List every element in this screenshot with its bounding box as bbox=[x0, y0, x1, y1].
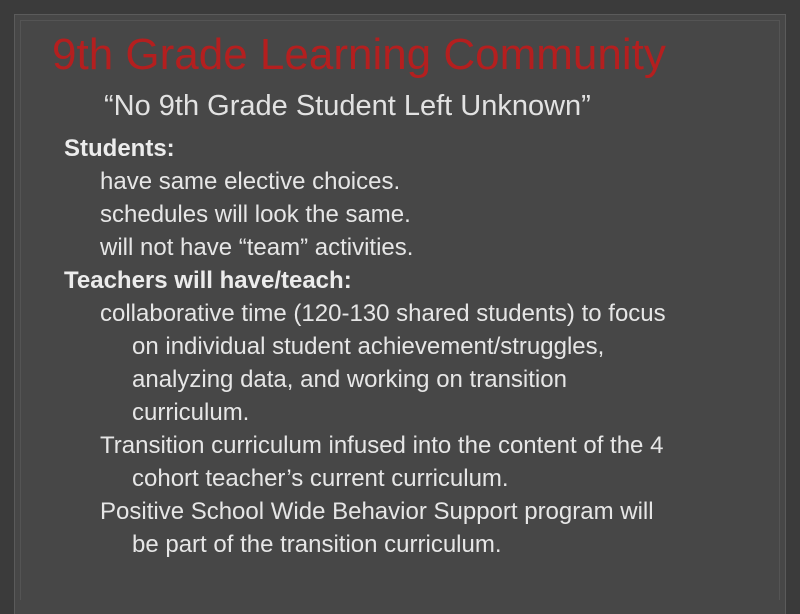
slide-subtitle: “No 9th Grade Student Left Unknown” bbox=[104, 90, 591, 122]
teachers-item-line: Transition curriculum infused into the content of the 4 bbox=[100, 432, 664, 459]
students-item: have same elective choices. bbox=[100, 168, 401, 195]
teachers-item-line: collaborative time (120-130 shared students) to focus bbox=[100, 300, 666, 327]
teachers-item-line: on individual student achievement/struggles, bbox=[132, 333, 605, 360]
teachers-item-line: cohort teacher’s current curriculum. bbox=[132, 465, 509, 492]
teachers-item-line: be part of the transition curriculum. bbox=[132, 531, 502, 558]
teachers-item-line: Positive School Wide Behavior Support program will bbox=[100, 498, 654, 525]
students-item: schedules will look the same. bbox=[100, 201, 411, 228]
teachers-item-line: analyzing data, and working on transition bbox=[132, 366, 567, 393]
slide-body bbox=[64, 132, 774, 561]
students-heading: Students: bbox=[64, 135, 175, 162]
slide-title: 9th Grade Learning Community bbox=[52, 30, 666, 79]
teachers-heading: Teachers will have/teach: bbox=[64, 267, 352, 294]
teachers-item-line: curriculum. bbox=[132, 399, 250, 426]
students-item: will not have “team” activities. bbox=[100, 234, 414, 261]
